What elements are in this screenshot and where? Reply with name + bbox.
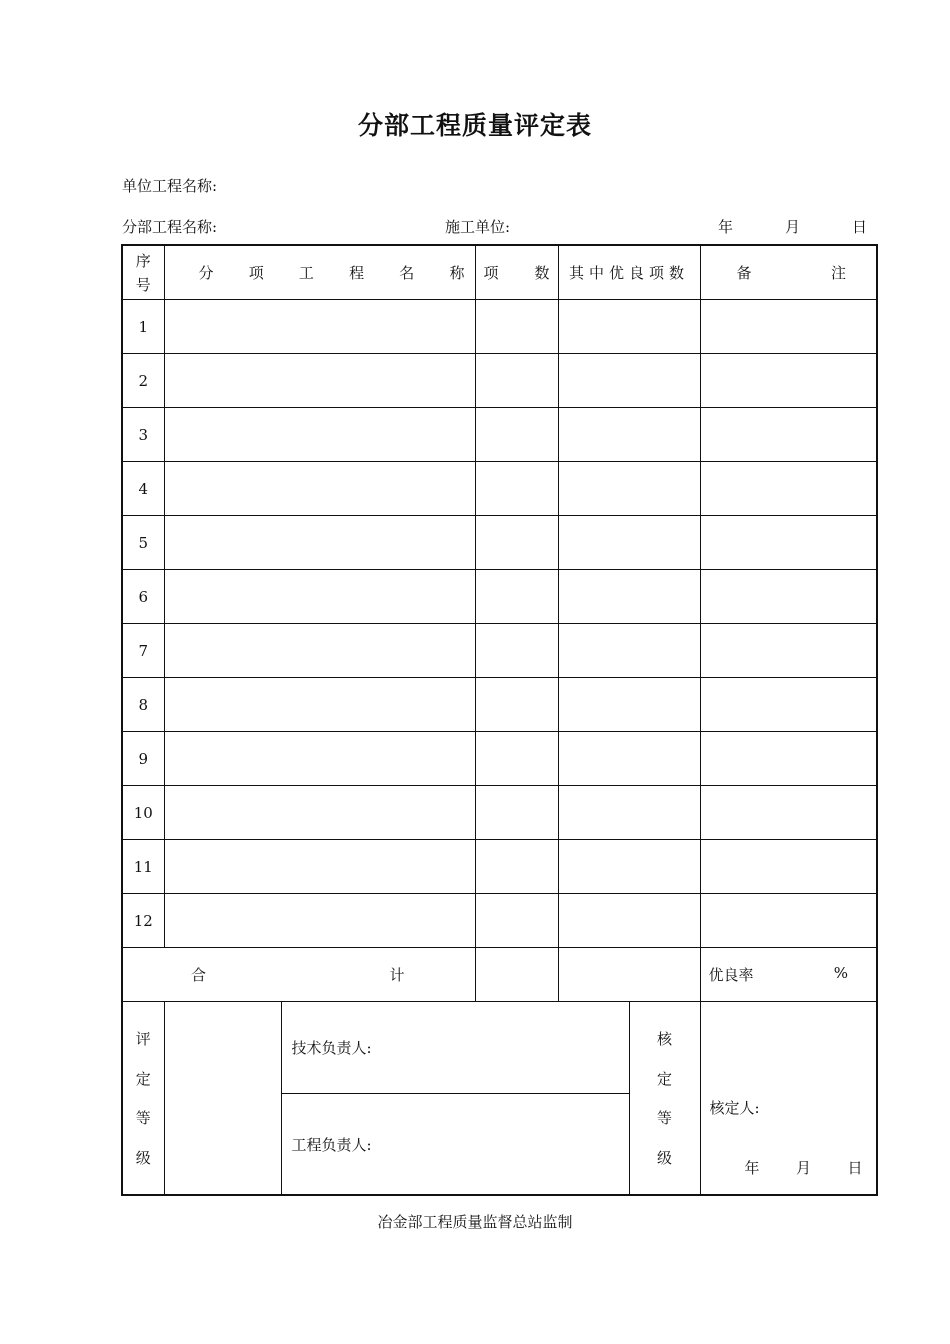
excellent-count-cell[interactable]	[558, 732, 700, 786]
item-name-cell[interactable]	[164, 300, 475, 354]
item-name-cell[interactable]	[164, 894, 475, 948]
remark-cell[interactable]	[700, 570, 877, 624]
excellent-count-cell[interactable]	[558, 408, 700, 462]
row-number: 8	[122, 678, 164, 732]
item-name-cell[interactable]	[164, 732, 475, 786]
table-row	[122, 732, 877, 786]
item-count-header: 项 数	[475, 245, 558, 300]
row-number: 9	[122, 732, 164, 786]
item-name-cell[interactable]	[164, 354, 475, 408]
verify-date: 年 月 日	[744, 1159, 863, 1177]
remark-cell[interactable]	[700, 840, 877, 894]
evaluation-row	[122, 1002, 877, 1196]
table-row	[122, 624, 877, 678]
excellent-count-cell[interactable]	[558, 678, 700, 732]
item-name-cell[interactable]	[164, 624, 475, 678]
total-row	[122, 948, 877, 1002]
remark-cell[interactable]	[700, 894, 877, 948]
excellent-count-cell[interactable]	[558, 354, 700, 408]
row-number: 3	[122, 408, 164, 462]
row-number: 4	[122, 462, 164, 516]
item-count-cell[interactable]	[475, 732, 558, 786]
table-header-row	[122, 245, 877, 300]
remark-header: 备 注	[700, 245, 877, 300]
remark-cell[interactable]	[700, 732, 877, 786]
row-number: 1	[122, 300, 164, 354]
remark-cell[interactable]	[700, 786, 877, 840]
row-number: 5	[122, 516, 164, 570]
table-row	[122, 786, 877, 840]
remark-cell[interactable]	[700, 678, 877, 732]
builder-label: 施工单位:	[445, 218, 511, 236]
responsible-cell	[281, 1002, 629, 1196]
verifier-cell[interactable]	[700, 1002, 877, 1196]
table-row	[122, 516, 877, 570]
total-excellent-cell[interactable]	[558, 948, 700, 1002]
date-day: 日	[852, 218, 868, 236]
item-count-cell[interactable]	[475, 678, 558, 732]
table-row	[122, 408, 877, 462]
table-row	[122, 894, 877, 948]
item-name-header: 分 项 工 程 名 称	[164, 245, 475, 300]
sub-project-label: 分部工程名称:	[122, 218, 218, 236]
grade-label: 评 定 等 级	[122, 1002, 164, 1196]
item-name-cell[interactable]	[164, 678, 475, 732]
item-count-cell[interactable]	[475, 300, 558, 354]
item-name-cell[interactable]	[164, 516, 475, 570]
remark-cell[interactable]	[700, 300, 877, 354]
date-month: 月	[785, 218, 801, 236]
row-number: 12	[122, 894, 164, 948]
excellent-count-cell[interactable]	[558, 570, 700, 624]
row-number: 10	[122, 786, 164, 840]
table-row	[122, 840, 877, 894]
excellent-count-cell[interactable]	[558, 516, 700, 570]
item-count-cell[interactable]	[475, 408, 558, 462]
excellent-count-cell[interactable]	[558, 840, 700, 894]
total-count-cell[interactable]	[475, 948, 558, 1002]
tech-lead-label: 技术负责人:	[291, 1039, 372, 1057]
remark-cell[interactable]	[700, 408, 877, 462]
item-count-cell[interactable]	[475, 786, 558, 840]
row-number: 7	[122, 624, 164, 678]
verifier-label: 核定人:	[709, 1099, 760, 1117]
remark-cell[interactable]	[700, 354, 877, 408]
table-row	[122, 570, 877, 624]
item-count-cell[interactable]	[475, 354, 558, 408]
table-row	[122, 462, 877, 516]
grade-value-cell[interactable]	[164, 1002, 281, 1196]
item-count-cell[interactable]	[475, 840, 558, 894]
item-count-cell[interactable]	[475, 516, 558, 570]
remark-cell[interactable]	[700, 462, 877, 516]
row-number: 11	[122, 840, 164, 894]
item-count-cell[interactable]	[475, 894, 558, 948]
seq-header: 序 号	[122, 245, 164, 300]
table-row	[122, 300, 877, 354]
verify-label: 核 定 等 级	[629, 1002, 700, 1196]
row-number: 6	[122, 570, 164, 624]
table-row	[122, 678, 877, 732]
header-date	[718, 216, 868, 236]
item-name-cell[interactable]	[164, 462, 475, 516]
project-lead-label: 工程负责人:	[291, 1135, 372, 1154]
date-year: 年	[718, 218, 734, 236]
excellent-count-cell[interactable]	[558, 300, 700, 354]
item-name-cell[interactable]	[164, 786, 475, 840]
excellence-rate-label: 优良率	[708, 966, 754, 984]
row-number: 2	[122, 354, 164, 408]
item-count-cell[interactable]	[475, 570, 558, 624]
total-label: 合 计	[122, 948, 475, 1002]
item-name-cell[interactable]	[164, 840, 475, 894]
unit-project-label: 单位工程名称:	[122, 177, 218, 195]
excellent-count-header: 其中优良项数	[558, 245, 700, 300]
percent-sign: %	[833, 964, 849, 982]
item-name-cell[interactable]	[164, 408, 475, 462]
excellent-count-cell[interactable]	[558, 786, 700, 840]
item-count-cell[interactable]	[475, 624, 558, 678]
item-name-cell[interactable]	[164, 570, 475, 624]
item-count-cell[interactable]	[475, 462, 558, 516]
page-title: 分部工程质量评定表	[357, 111, 592, 140]
table-row	[122, 354, 877, 408]
evaluation-table	[121, 244, 878, 1196]
remark-cell[interactable]	[700, 516, 877, 570]
footer-issuer: 冶金部工程质量监督总站监制	[377, 1213, 573, 1231]
excellent-count-cell[interactable]	[558, 462, 700, 516]
excellent-count-cell[interactable]	[558, 894, 700, 948]
excellent-count-cell[interactable]	[558, 624, 700, 678]
remark-cell[interactable]	[700, 624, 877, 678]
excellence-rate-cell[interactable]	[700, 948, 877, 1002]
